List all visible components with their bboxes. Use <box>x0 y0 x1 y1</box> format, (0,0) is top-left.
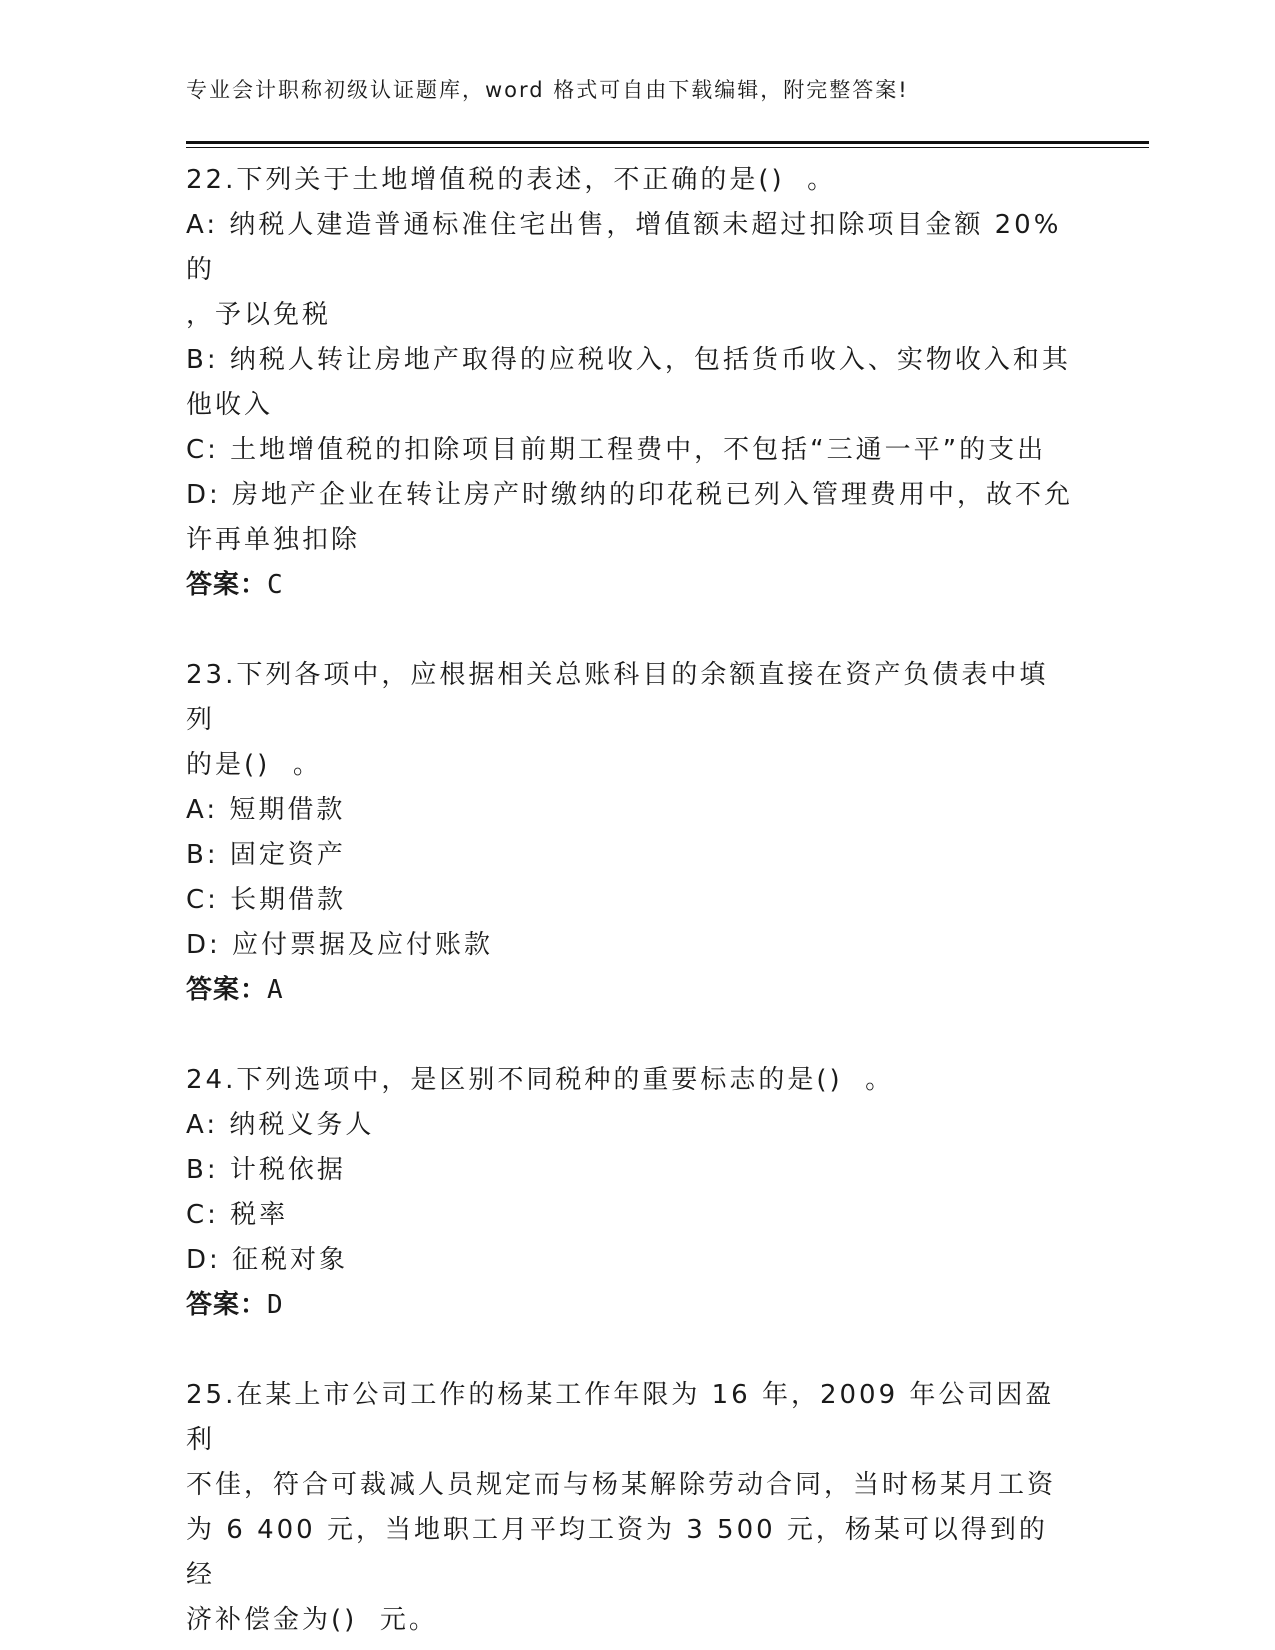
option-c: C: 长期借款 <box>186 885 347 915</box>
option-d-cont: 许再单独扣除 <box>186 525 361 555</box>
option-b: B: 计税依据 <box>186 1155 346 1185</box>
header-rule-thin <box>186 147 1149 148</box>
answer-label: 答案： <box>186 1290 268 1320</box>
question-22 <box>186 158 1076 608</box>
question-23 <box>186 653 1076 1013</box>
question-text: 22.下列关于土地增值税的表述，不正确的是() 。 <box>186 165 837 195</box>
question-text-cont: 为 6 400 元，当地职工月平均工资为 3 500 元，杨某可以得到的经 <box>186 1515 1048 1590</box>
answer <box>186 1283 1076 1328</box>
question-25 <box>186 1373 1076 1643</box>
question-24 <box>186 1058 1076 1328</box>
page-header: 专业会计职称初级认证题库，word 格式可自由下载编辑，附完整答案! <box>186 78 909 102</box>
answer-label: 答案： <box>186 570 268 600</box>
option-a-cont: ，予以免税 <box>186 300 332 330</box>
option-a: A: 短期借款 <box>186 795 346 825</box>
option-d: D: 征税对象 <box>186 1245 349 1275</box>
option-c: C: 税率 <box>186 1200 289 1230</box>
question-text: 23.下列各项中，应根据相关总账科目的余额直接在资产负债表中填列 <box>186 660 1049 735</box>
question-text: 25.在某上市公司工作的杨某工作年限为 16 年，2009 年公司因盈利 <box>186 1380 1055 1455</box>
option-a: A: 纳税义务人 <box>186 1110 375 1140</box>
header-rule-thick <box>186 141 1149 144</box>
option-d: D: 应付票据及应付账款 <box>186 930 494 960</box>
answer <box>186 563 1076 608</box>
question-text: 24.下列选项中，是区别不同税种的重要标志的是() 。 <box>186 1065 895 1095</box>
answer-value: A <box>267 975 284 1005</box>
option-a: A: 纳税人建造普通标准住宅出售，增值额未超过扣除项目金额 20%的 <box>186 210 1062 285</box>
answer-value: D <box>267 1290 284 1320</box>
question-list <box>186 158 1076 1643</box>
question-text-cont: 的是() 。 <box>186 750 322 780</box>
option-d: D: 房地产企业在转让房产时缴纳的印花税已列入管理费用中，故不允 <box>186 480 1074 510</box>
option-b-cont: 他收入 <box>186 390 274 420</box>
option-b: B: 固定资产 <box>186 840 346 870</box>
answer <box>186 968 1076 1013</box>
option-b: B: 纳税人转让房地产取得的应税收入，包括货币收入、实物收入和其 <box>186 345 1071 375</box>
question-text-cont: 不佳，符合可裁减人员规定而与杨某解除劳动合同，当时杨某月工资 <box>186 1470 1057 1500</box>
question-text-cont: 济补偿金为() 元。 <box>186 1605 438 1635</box>
option-c: C: 土地增值税的扣除项目前期工程费中，不包括“三通一平”的支出 <box>186 435 1047 465</box>
answer-value: C <box>267 570 284 600</box>
answer-label: 答案： <box>186 975 268 1005</box>
